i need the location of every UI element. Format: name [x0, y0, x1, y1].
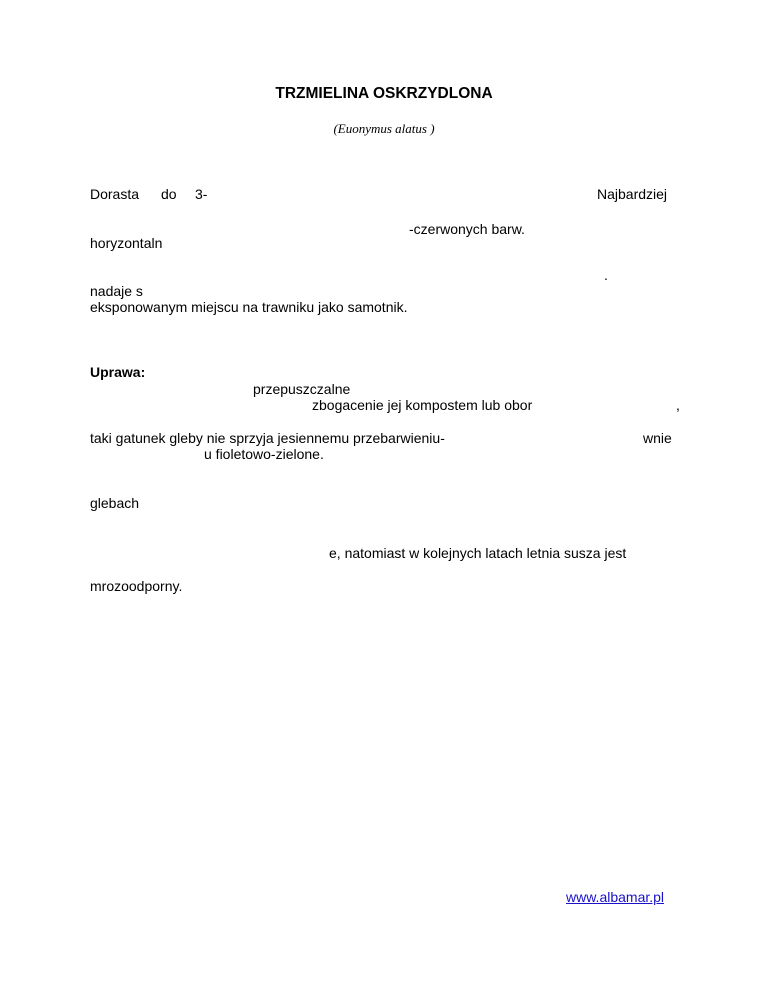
description-text-najbardziej: Najbardziej — [597, 186, 668, 202]
description-text-colors: -czerwonych barw. — [409, 221, 525, 237]
uprawa-text-permeable: przepuszczalne — [253, 381, 351, 397]
uprawa-text-violet-green: u fioletowo-zielone. — [204, 446, 324, 462]
uprawa-text-compost: zbogacenie jej kompostem lub obor — [312, 397, 533, 413]
latin-name: (Euonymus alatus ) — [333, 121, 435, 136]
description-text-horizontal: horyzontaln — [90, 235, 163, 251]
document-title: TRZMIELINA OSKRZYDLONA — [275, 85, 493, 102]
uprawa-text-comma: , — [676, 397, 680, 413]
description-text-solitary: eksponowanym miejscu na trawniku jako samotnik. — [90, 299, 408, 315]
uprawa-text-soil-type: taki gatunek gleby nie sprzyja jesiennemu przebarwieniu- — [90, 430, 445, 446]
uprawa-text-frost-resistant: mrozoodporny. — [90, 578, 183, 594]
uprawa-text-wnie: wnie — [643, 430, 672, 446]
website-link[interactable]: www.albamar.pl — [566, 889, 665, 905]
description-text-dot: . — [604, 267, 608, 283]
uprawa-text-drought: e, natomiast w kolejnych latach letnia susza jest — [329, 545, 627, 561]
description-text-do: do — [161, 186, 177, 202]
uprawa-text-glebach: glebach — [90, 495, 140, 511]
description-text-dorasta: Dorasta — [90, 186, 140, 202]
description-text-nadaje: nadaje s — [90, 283, 143, 299]
uprawa-heading: Uprawa: — [90, 364, 146, 380]
description-text-height: 3- — [195, 186, 208, 202]
